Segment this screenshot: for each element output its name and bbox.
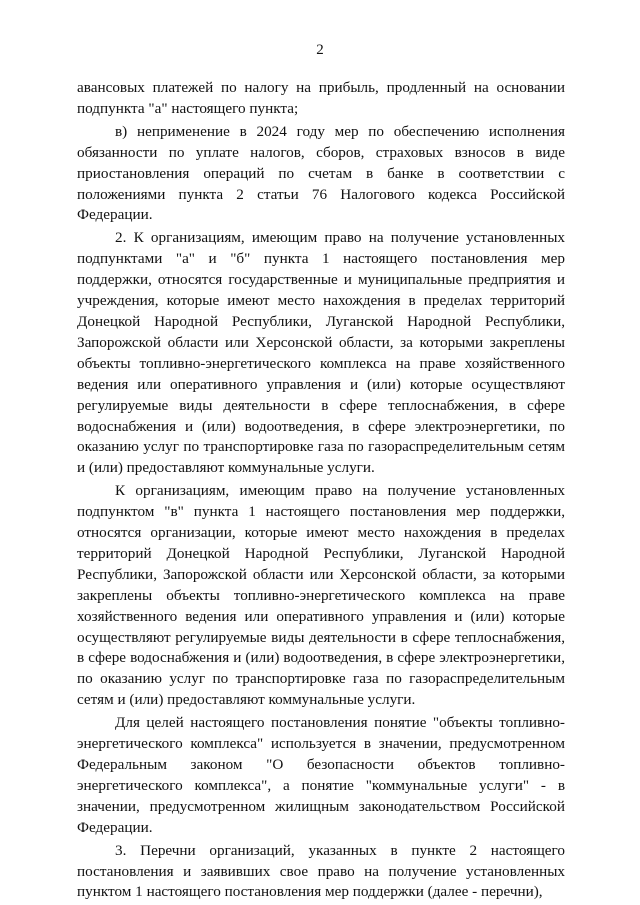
paragraph-item-2-v: К организациям, имеющим право на получение установленных подпунктом "в" пункта 1 настоящего постановления мер поддержки, относятся организации, которые имеют место нахождения в пределах территорий Донецкой Народной Республики, Луганской Народной Республики, Запорожской области или Херсонской области, за которыми закреплены объекты топливно-энергетического комплекса на праве хозяйственного ведения или оперативного управления и (или) которые осуществляют регулируемые виды деятельности в сфере теплоснабжения, в сфере водоснабжения и (или) водоотведения, в сфере электроэнергетики, по оказанию услуг по транспортировке газа по газораспределительным сетям и (или) предоставляют коммунальные услуги.: [77, 482, 565, 709]
page-number: 2: [316, 42, 324, 58]
paragraph-definition: Для целей настоящего постановления понятие "объекты топливно-энергетического комплекса" используется в значении, предусмотренном Федеральным законом "О безопасности объектов топливно-энергетического комплекса", а понятие "коммунальные услуги" - в значении, предусмотренном жилищным законодательством Российской Федерации.: [77, 714, 565, 836]
paragraph-item-v: в) неприменение в 2024 году мер по обеспечению исполнения обязанности по уплате налогов, сборов, страховых взносов в виде приостановления операций по счетам в банке в соответствии с положениями пункта 2 статьи 76 Налогового кодекса Российской Федерации.: [77, 122, 565, 224]
paragraph-item-2: 2. К организациям, имеющим право на получение установленных подпунктами "а" и "б" пункта 1 настоящего постановления мер поддержки, относятся государственные и муниципальные предприятия и учреждения, которые имеют место нахождения в пределах территорий Донецкой Народной Республики, Луганской Народной Республики, Запорожской области или Херсонской области, за которыми закреплены объекты топливно-энергетического комплекса на праве хозяйственного ведения или оперативного управления и (или) которые осуществляют регулируемые виды деятельности в сфере теплоснабжения, в сфере водоснабжения и (или) водоотведения, в сфере электроэнергетики, по оказанию услуг по транспортировке газа по газораспределительным сетям и (или) предоставляют коммунальные услуги.: [77, 229, 565, 477]
paragraph-continuation: авансовых платежей по налогу на прибыль, продленный на основании подпункта "а" настоящего пункта;: [77, 79, 565, 117]
paragraph-item-3: 3. Перечни организаций, указанных в пункте 2 настоящего постановления и заявивших свое право на получение установленных пунктом 1 настоящего постановления мер поддержки (далее - перечни),: [77, 841, 565, 901]
document-body: [77, 78, 565, 903]
